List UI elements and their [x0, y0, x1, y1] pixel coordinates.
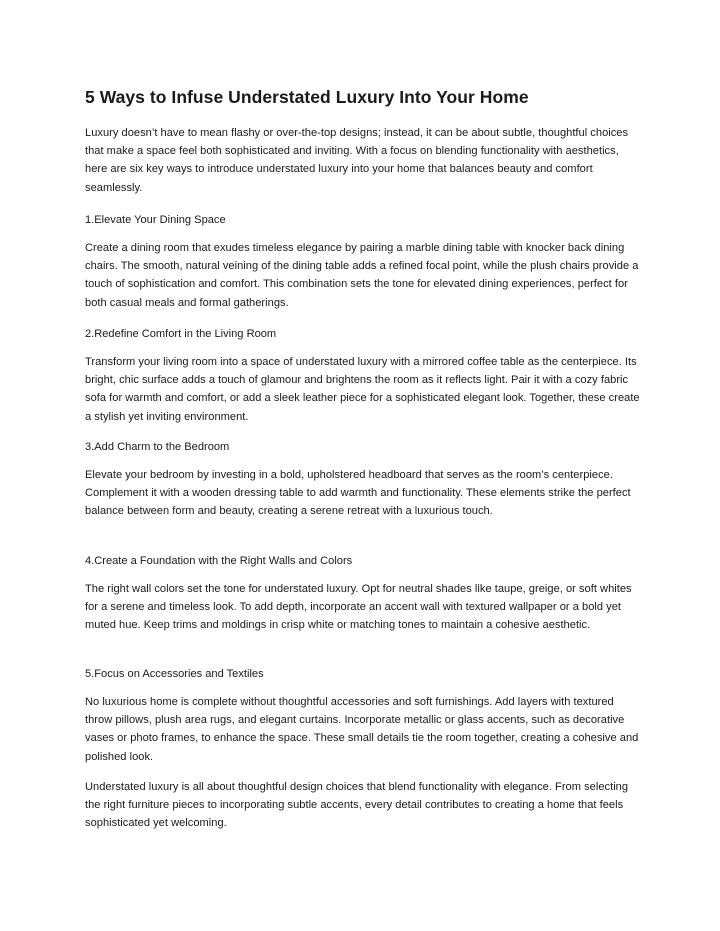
section-body-living-room: Transform your living room into a space of understated luxury with a mirrored coffee table as the centerpiece. Its bright, chic surface adds a touch of glamour and brightens the room as it reflects light. Pair it with a cozy fabric sofa for warmth and comfort, or add a sleek leather piece for a sophisticated elegant look. Together, these create a stylish yet inviting environment.: [85, 356, 640, 423]
section-heading-dining: 1.Elevate Your Dining Space: [85, 214, 226, 226]
section-body-accessories: No luxurious home is complete without thoughtful accessories and soft furnishings. Add layers with textured throw pillows, plush area rugs, and elegant curtains. Incorporate metallic or glass accents, such as decorative vases or photo frames, to enhance the space. These small details tie the room together, creating a cohesive and polished look.: [85, 696, 639, 763]
section-heading-accessories: 5.Focus on Accessories and Textiles: [85, 668, 264, 680]
section-heading-walls-colors: 4.Create a Foundation with the Right Walls and Colors: [85, 555, 353, 567]
section-body-bedroom: Elevate your bedroom by investing in a bold, upholstered headboard that serves as the room’s centerpiece. Complement it with a wooden dressing table to add warmth and functionality. These elements strike the perfect balance between form and beauty, creating a serene retreat with a luxurious touch.: [85, 469, 631, 518]
intro-paragraph: Luxury doesn’t have to mean flashy or over-the-top designs; instead, it can be about subtle, thoughtful choices that make a space feel both sophisticated and inviting. With a focus on blending functionality with aesthetics, here are six key ways to introduce understated luxury into your home that balances beauty and comfort seamlessly.: [85, 127, 629, 194]
section-body-dining: Create a dining room that exudes timeless elegance by pairing a marble dining table with knocker back dining chairs. The smooth, natural veining of the dining table adds a refined focal point, while the plush chairs provide a touch of sophistication and comfort. This combination sets the tone for elevated dining experiences, perfect for both casual meals and formal gatherings.: [85, 242, 639, 309]
section-heading-living-room: 2.Redefine Comfort in the Living Room: [85, 328, 277, 340]
section-body-walls-colors: The right wall colors set the tone for understated luxury. Opt for neutral shades like taupe, greige, or soft whites for a serene and timeless look. To add depth, incorporate an accent wall with textured wallpaper or a bold yet muted hue. Keep trims and moldings in crisp white or matching tones to maintain a cohesive aesthetic.: [85, 583, 632, 632]
page-title: 5 Ways to Infuse Understated Luxury Into Your Home: [85, 87, 529, 107]
conclusion-paragraph: Understated luxury is all about thoughtful design choices that blend functionality with elegance. From selecting the right furniture pieces to incorporating subtle accents, every detail contributes to creating a home that feels sophisticated yet welcoming.: [85, 781, 629, 830]
section-heading-bedroom: 3.Add Charm to the Bedroom: [85, 441, 230, 453]
